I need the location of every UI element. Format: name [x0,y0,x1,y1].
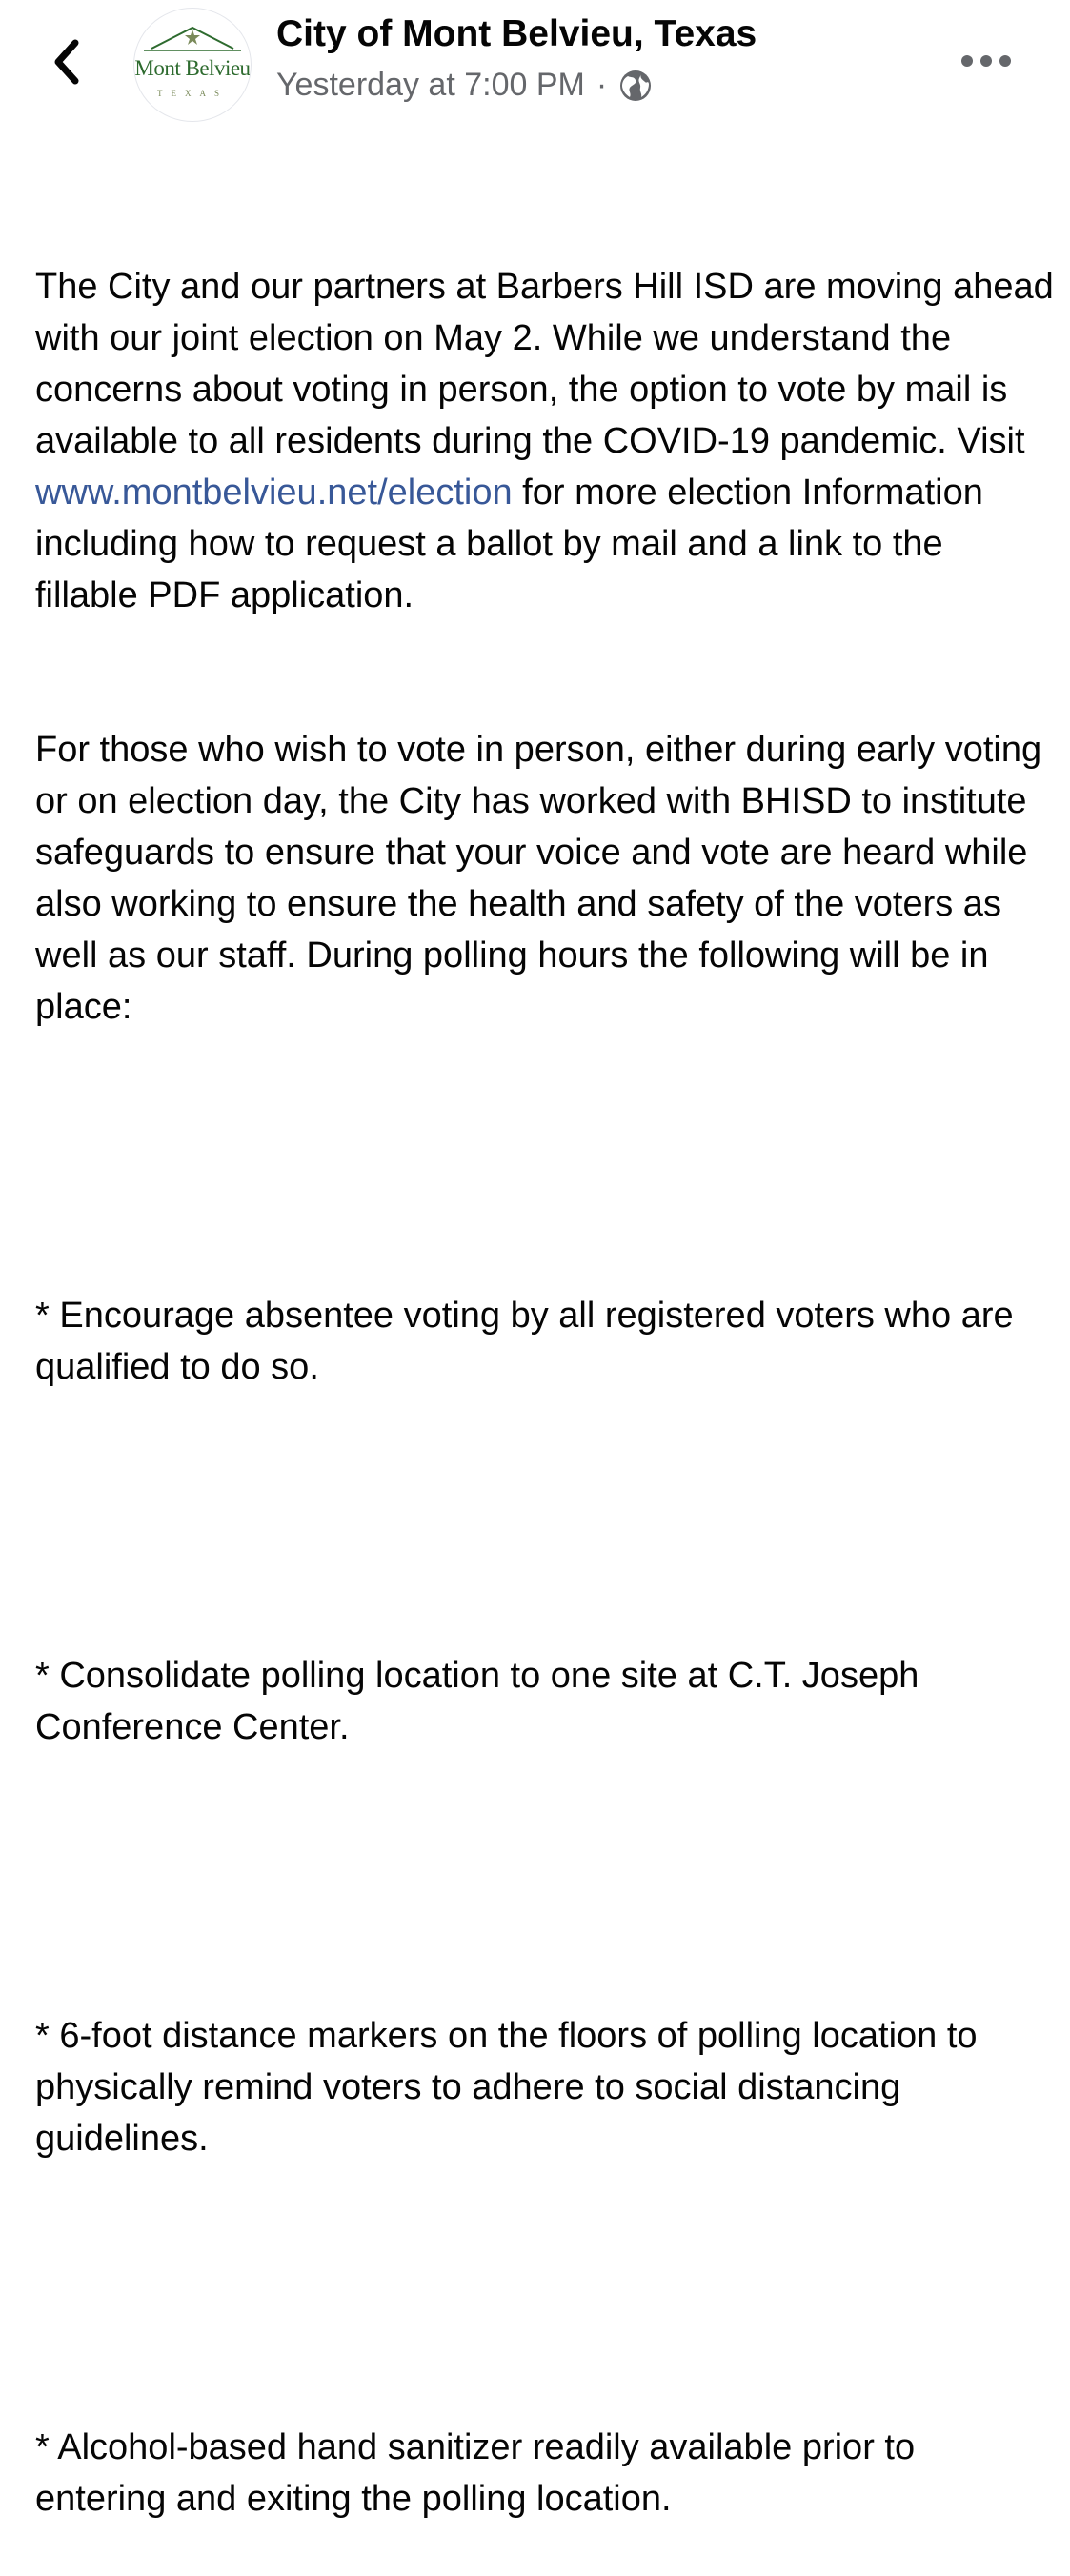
more-horizontal-icon [959,54,1013,68]
post-meta [276,67,653,104]
spacer [35,1136,1055,1187]
meta-separator: · [596,67,608,103]
bullet-item: * Consolidate polling location to one site at C.T. Joseph Conference Center. [35,1656,929,1747]
spacer [35,1856,1055,1907]
bullet-item: * Alcohol-based hand sanitizer readily available prior to entering and exiting the polling location. [35,2427,925,2519]
logo-text: Mont Belvieu [134,56,251,80]
logo-subtext: TEXAS [157,89,228,98]
globe-icon [618,69,653,103]
chevron-left-icon [50,38,83,86]
bullet-item: * 6-foot distance markers on the floors of polling location to physically remind voters to adhere to social distancing guidelines. [35,2016,988,2159]
logo-star-roof-icon [134,9,251,56]
spacer [35,2267,1055,2319]
more-options-button[interactable] [953,42,1020,80]
page-avatar[interactable] [133,8,252,122]
post-paragraph-2: For those who wish to vote in person, either during early voting or on election day, the City has worked with BHISD to institute safeguards to ensure that your voice and vote are heard while also working to ensure the health and safety of the voters as well as our staff. During polling hours the following will be in place: [35,730,1052,1027]
bullet-item: * Encourage absentee voting by all registered voters who are qualified to do so. [35,1296,1024,1387]
post-paragraph-1: The City and our partners at Barbers Hill ISD are moving ahead with our joint election on May 2. While we understand the concerns about voting in person, the option to vote by mail is available to all residents during the COVID-19 pandemic. Visit www.montbelvieu.net/election for more election Information including how to request a ballot by mail and a link to the fillable PDF application. [35,267,1064,615]
page-name[interactable]: City of Mont Belvieu, Texas [276,13,757,54]
post-body [35,158,1064,2576]
back-button[interactable] [38,29,95,95]
spacer [35,1496,1055,1547]
election-link[interactable]: www.montbelvieu.net/election [35,473,513,513]
post-timestamp[interactable]: Yesterday at 7:00 PM [276,67,585,103]
post-header [0,0,1070,124]
